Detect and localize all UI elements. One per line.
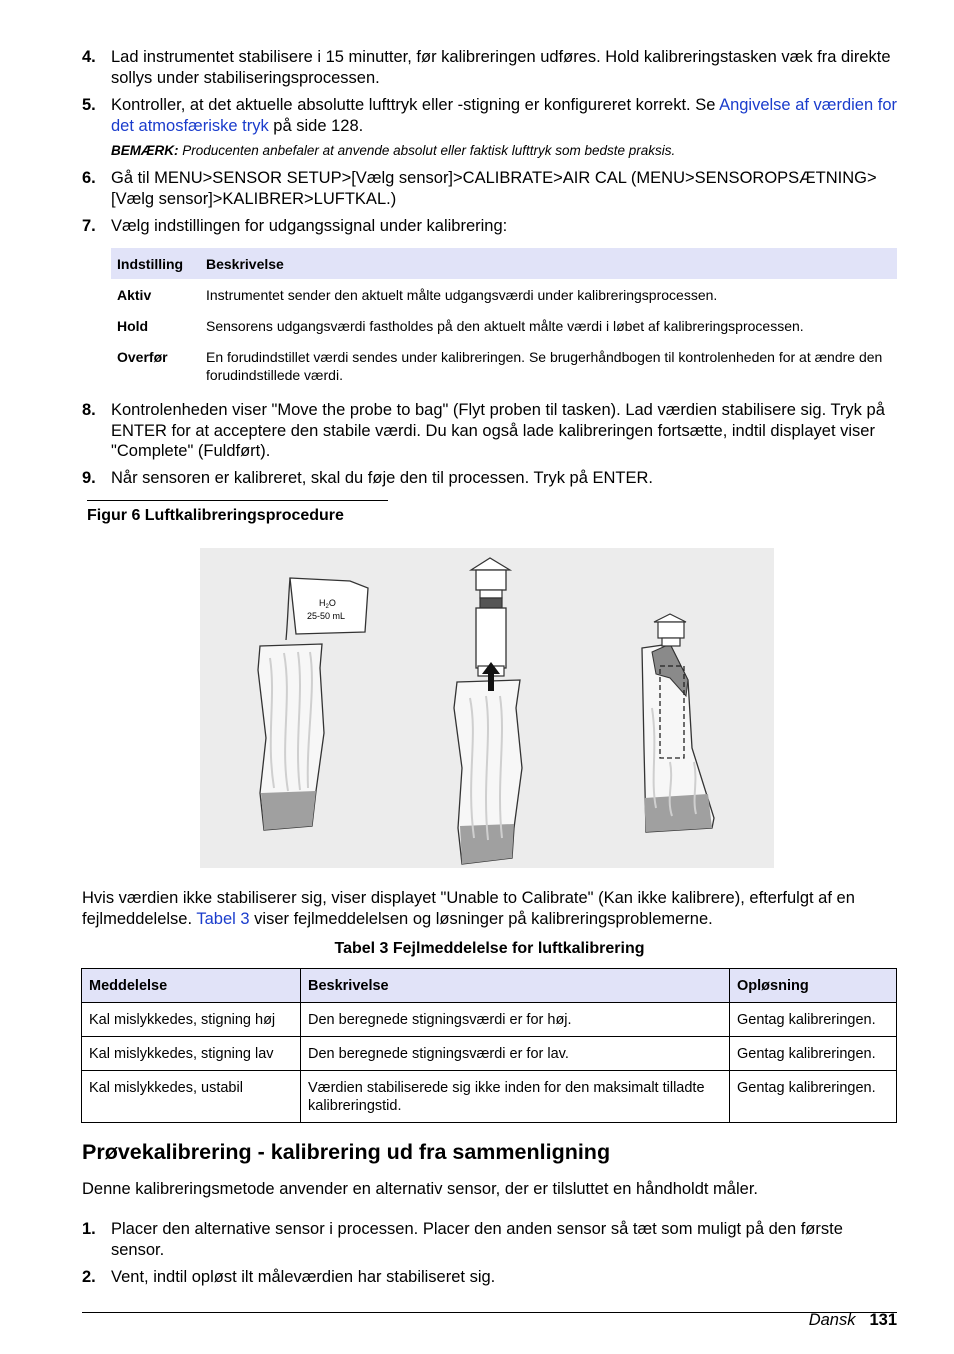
step-7 — [82, 216, 897, 237]
footer-rule — [82, 1312, 897, 1313]
table-row — [82, 1071, 897, 1123]
table-header-row — [82, 969, 897, 1003]
error-resolution: Gentag kalibreringen. — [730, 1037, 897, 1071]
step-text-part: på side 128. — [268, 116, 364, 135]
step-number: 5. — [82, 96, 96, 114]
step-8 — [82, 400, 897, 462]
step-text: Når sensoren er kalibreret, skal du føje den til processen. Tryk på ENTER. — [111, 469, 653, 487]
cup-label-volume: 25-50 mL — [307, 611, 346, 621]
column-header: Beskrivelse — [200, 248, 897, 279]
error-resolution: Gentag kalibreringen. — [730, 1003, 897, 1037]
step-5 — [82, 95, 897, 136]
option-description: En forudindstillet værdi sendes under kalibreringen. Se brugerhåndbogen til kontrolenheden for at ændre den forudindstillede værdi. — [206, 349, 883, 383]
paragraph-text: viser fejlmeddelelsen og løsninger på kalibreringsproblemerne. — [249, 909, 713, 928]
step-number: 2. — [82, 1268, 96, 1286]
step-text: Placer den alternative sensor i processen. Placer den anden sensor så tæt som muligt på den første sensor. — [111, 1220, 843, 1259]
step-text — [111, 95, 897, 136]
step-number: 8. — [82, 401, 96, 419]
error-resolution: Gentag kalibreringen. — [730, 1071, 897, 1123]
note — [111, 143, 675, 158]
section-heading: Prøvekalibrering - kalibrering ud fra sammenligning — [82, 1140, 611, 1164]
paragraph-text: Hvis værdien ikke stabiliserer sig, viser displayet "Unable to Calibrate" (Kan ikke kalibrere), efterfulgt af en fejlmeddelelse. — [82, 889, 855, 928]
step-text: Vælg indstillingen for udgangssignal under kalibrering: — [111, 217, 508, 235]
error-description: Den beregnede stigningsværdi er for høj. — [301, 1003, 730, 1037]
option-name: Overfør — [117, 349, 168, 365]
step-number: 9. — [82, 469, 96, 487]
option-name: Hold — [117, 318, 149, 334]
step-9 — [82, 468, 897, 489]
column-header: Indstilling — [111, 248, 200, 279]
note-label: BEMÆRK: — [111, 143, 179, 158]
error-intro-paragraph — [82, 888, 897, 929]
table-reference-link[interactable]: Tabel 3 — [196, 909, 250, 928]
step-number: 6. — [82, 169, 96, 187]
step-number: 7. — [82, 217, 96, 235]
option-name: Aktiv — [117, 287, 152, 303]
option-description: Sensorens udgangsværdi fastholdes på den aktuelt målte værdi i løbet af kalibreringsprocessen. — [206, 318, 804, 334]
column-header: Meddelelse — [82, 969, 301, 1003]
section-intro: Denne kalibreringsmetode anvender en alternativ sensor, der er tilsluttet en håndholdt måler. — [82, 1180, 758, 1198]
step-text: Kontrolenheden viser "Move the probe to bag" (Flyt proben til tasken). Lad værdien stabilisere sig. Tryk på ENTER for at acceptere den stabile værdi. Du kan også lade kalibreringen fortsætte, indtil displayet viser "Complete" (Fuldført). — [111, 401, 885, 460]
step-number: 4. — [82, 48, 96, 66]
cross-reference-link[interactable]: Angivelse af værdien for det atmosfæriske tryk — [111, 96, 897, 135]
step-text: Gå til MENU>SENSOR SETUP>[Vælg sensor]>CALIBRATE>AIR CAL (MENU>SENSOROPSÆTNING>[Vælg sensor]>KALIBRER>LUFTKAL.) — [111, 169, 877, 208]
cup-label-h2o: $H_2O$ — [319, 598, 336, 610]
note-text: Producenten anbefaler at anvende absolut eller faktisk lufttryk som bedste praksis. — [178, 143, 676, 158]
step-number: 1. — [82, 1220, 96, 1238]
table-row — [111, 341, 897, 390]
sensor-probe — [476, 608, 506, 668]
table-row — [82, 1003, 897, 1037]
step-text: Vent, indtil opløst ilt måleværdien har stabiliseret sig. — [111, 1268, 496, 1286]
option-description: Instrumentet sender den aktuelt målte udgangsværdi under kalibreringsprocessen. — [206, 287, 718, 303]
step-text: Lad instrumentet stabilisere i 15 minutter, før kalibreringen udføres. Hold kalibreringstasken væk fra direkte sollys under stabiliseringsprocessen. — [111, 48, 891, 87]
column-header: Beskrivelse — [301, 969, 730, 1003]
table-caption: Tabel 3 Fejlmeddelelse for luftkalibrering — [334, 940, 645, 957]
step-6 — [82, 168, 897, 209]
error-messages-table — [81, 968, 897, 1123]
step-text-part: Kontroller, at det aktuelle absolutte lufttryk eller -stigning er konfigureret korrekt. Se — [111, 96, 720, 114]
section-step-2 — [82, 1267, 897, 1288]
page-number: 131 — [869, 1311, 897, 1329]
table-row — [111, 279, 897, 310]
air-calibration-illustration — [200, 548, 774, 868]
table-header-row — [111, 248, 897, 279]
page-footer — [809, 1311, 897, 1330]
table-row — [111, 310, 897, 341]
error-description: Værdien stabiliserede sig ikke inden for den maksimalt tilladte kalibreringstid. — [301, 1071, 730, 1123]
footer-language: Dansk — [808, 1311, 856, 1329]
error-message: Kal mislykkedes, stigning lav — [82, 1037, 301, 1071]
output-options-table — [111, 248, 897, 390]
error-description: Den beregnede stigningsværdi er for lav. — [301, 1037, 730, 1071]
error-message: Kal mislykkedes, stigning høj — [82, 1003, 301, 1037]
step-4 — [82, 47, 897, 88]
water-level — [261, 791, 316, 830]
column-header: Opløsning — [730, 969, 897, 1003]
error-message: Kal mislykkedes, ustabil — [82, 1071, 301, 1123]
figure-caption: Figur 6 Luftkalibreringsprocedure — [87, 500, 388, 525]
table-row — [82, 1037, 897, 1071]
section-step-1 — [82, 1219, 897, 1260]
